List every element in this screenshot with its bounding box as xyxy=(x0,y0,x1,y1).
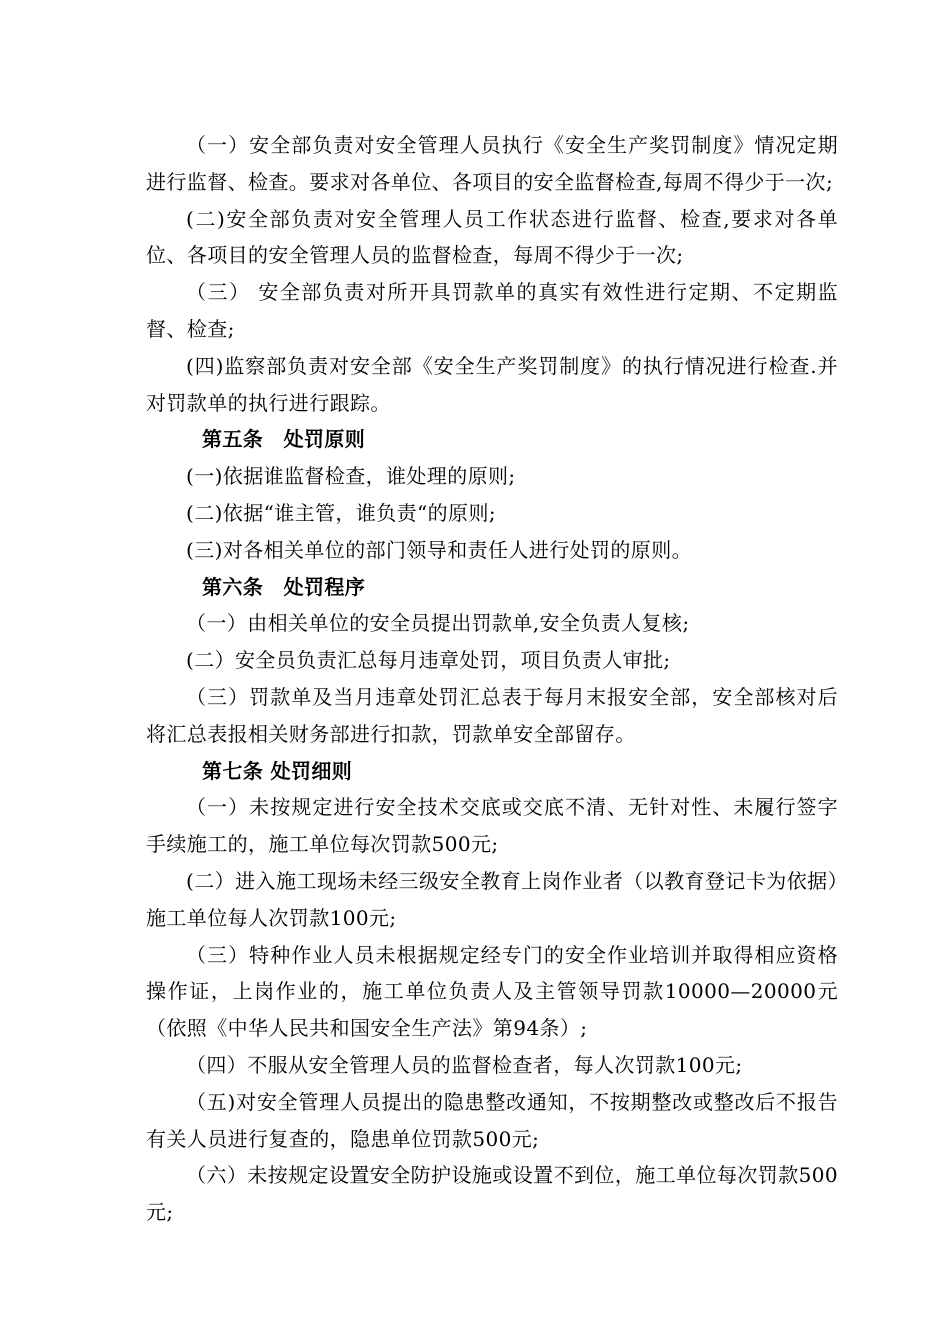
paragraph-procedure-1: （一）由相关单位的安全员提出罚款单,安全负责人复核; xyxy=(186,611,690,636)
paragraph-supervision-3: （三） 安全部负责对所开具罚款单的真实有效性进行定期、不定期监督、检查; xyxy=(146,280,838,341)
heading-article-7: 第七条 处罚细则 xyxy=(202,758,353,783)
paragraph-principle-1: (一)依据谁监督检查，谁处理的原则; xyxy=(186,464,516,489)
paragraph-procedure-2: (二）安全员负责汇总每月违章处罚，项目负责人审批; xyxy=(186,648,671,673)
paragraph-detail-5: （五)对安全管理人员提出的隐患整改通知，不按期整改或整改后不报告有关人员进行复查的，隐患单位罚款500元; xyxy=(146,1089,838,1151)
paragraph-detail-6: （六）未按规定设置安全防护设施或设置不到位，施工单位每次罚款500元; xyxy=(146,1163,838,1225)
paragraph-principle-3: (三)对各相关单位的部门领导和责任人进行处罚的原则。 xyxy=(186,537,693,562)
paragraph-supervision-2: (二)安全部负责对安全管理人员工作状态进行监督、检查,要求对各单位、各项目的安全管理人员的监督检查，每周不得少于一次; xyxy=(146,206,838,268)
paragraph-principle-2: (二)依据“谁主管，谁负责“的原则; xyxy=(186,500,496,525)
paragraph-detail-2: (二）进入施工现场未经三级安全教育上岗作业者（以教育登记卡为依据）施工单位每人次罚款100元; xyxy=(146,868,838,930)
paragraph-procedure-3: （三）罚款单及当月违章处罚汇总表于每月末报安全部，安全部核对后将汇总表报相关财务部进行扣款，罚款单安全部留存。 xyxy=(146,684,838,746)
paragraph-detail-4: （四）不服从安全管理人员的监督检查者，每人次罚款100元; xyxy=(186,1052,743,1077)
paragraph-detail-3: （三）特种作业人员未根据规定经专门的安全作业培训并取得相应资格操作证，上岗作业的，施工单位负责人及主管领导罚款10000—20000元（依照《中华人民共和国安全生产法》第94条）; xyxy=(146,942,838,1041)
paragraph-supervision-4: (四)监察部负责对安全部《安全生产奖罚制度》的执行情况进行检查.并对罚款单的执行进行跟踪。 xyxy=(146,353,838,415)
heading-article-5: 第五条 处罚原则 xyxy=(202,427,366,452)
paragraph-supervision-1: （一）安全部负责对安全管理人员执行《安全生产奖罚制度》情况定期进行监督、检查。要求对各单位、各项目的安全监督检查,每周不得少于一次; xyxy=(146,133,838,194)
heading-article-6: 第六条 处罚程序 xyxy=(202,574,366,599)
paragraph-detail-1: （一）未按规定进行安全技术交底或交底不清、无针对性、未履行签字手续施工的，施工单位每次罚款500元; xyxy=(146,795,838,857)
document-page xyxy=(146,127,838,1231)
